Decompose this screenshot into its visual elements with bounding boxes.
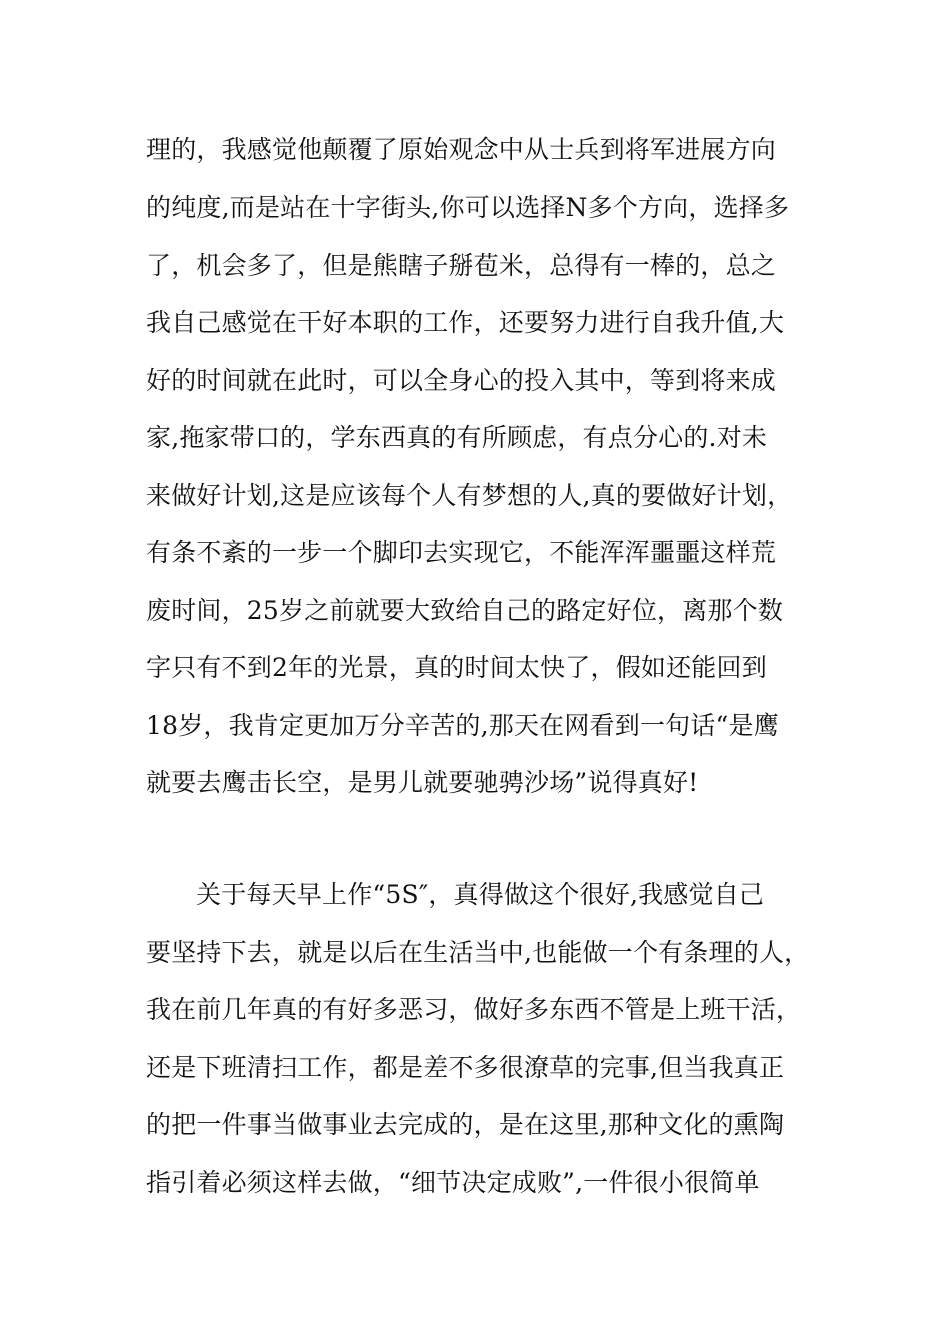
paragraph-1-line-10: 字只有不到2年的光景，真的时间太快了，假如还能回到 xyxy=(146,653,767,682)
paragraph-1-line-12: 就要去鹰击长空，是男儿就要驰骋沙场”说得真好! xyxy=(146,768,699,797)
paragraph-1-line-3: 了，机会多了，但是熊瞎子掰苞米，总得有一棒的，总之 xyxy=(146,251,777,280)
paragraph-2-line-3: 我在前几年真的有好多恶习，做好多东西不管是上班干活， xyxy=(146,995,802,1024)
paragraph-1-line-6: 家,拖家带口的，学东西真的有所顾虑，有点分心的.对未 xyxy=(146,423,768,452)
paragraph-2-line-5: 的把一件事当做事业去完成的，是在这里,那种文化的熏陶 xyxy=(146,1110,785,1139)
paragraph-2-line-2: 要坚持下去，就是以后在生活当中,也能做一个有条理的人， xyxy=(146,938,810,967)
paragraph-1-line-7: 来做好计划,这是应该每个人有梦想的人,真的要做好计划， xyxy=(146,481,793,510)
paragraph-1-line-11: 18岁，我肯定更加万分辛苦的,那天在网看到一句话“是鹰 xyxy=(146,711,779,740)
paragraph-2-line-6: 指引着必须这样去做，“细节决定成败”,一件很小很简单 xyxy=(146,1168,760,1197)
paragraph-1-line-9: 废时间，25岁之前就要大致给自己的路定好位，离那个数 xyxy=(146,596,784,625)
paragraph-1-line-4: 我自己感觉在干好本职的工作，还要努力进行自我升值,大 xyxy=(146,308,785,337)
paragraph-1-line-8: 有条不紊的一步一个脚印去实现它，不能浑浑噩噩这样荒 xyxy=(146,538,777,567)
paragraph-1-line-1: 理的，我感觉他颠覆了原始观念中从士兵到将军进展方向 xyxy=(146,135,777,164)
paragraph-2-line-4: 还是下班清扫工作，都是差不多很潦草的完事,但当我真正 xyxy=(146,1053,785,1082)
paragraph-2-line-1: 关于每天早上作“5S″，真得做这个很好,我感觉自己 xyxy=(196,880,765,909)
paragraph-1-line-5: 好的时间就在此时，可以全身心的投入其中，等到将来成 xyxy=(146,366,777,395)
paragraph-1-line-2: 的纯度,而是站在十字街头,你可以选择N多个方向，选择多 xyxy=(146,193,790,222)
